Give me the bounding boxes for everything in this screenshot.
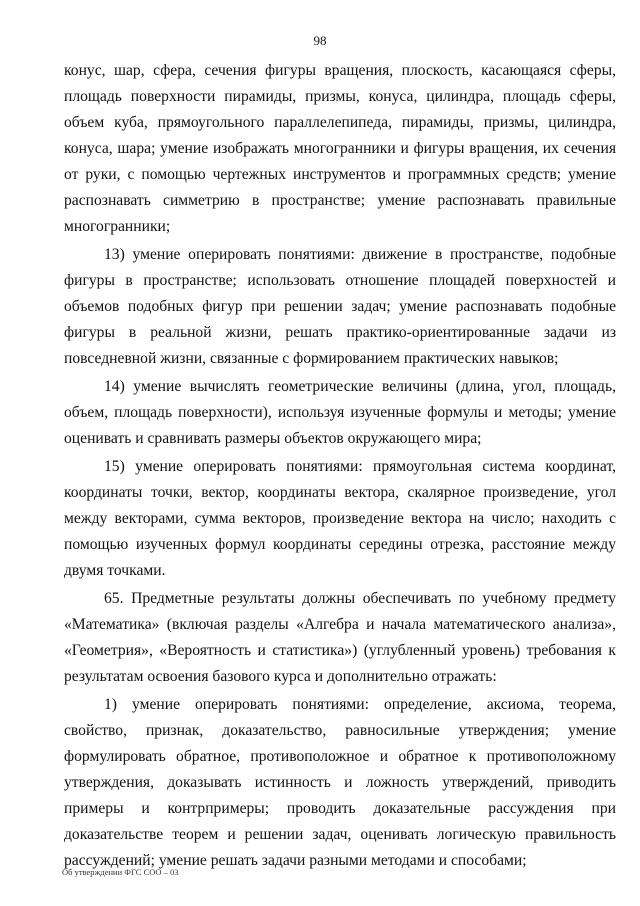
paragraph-item-13: 13) умение оперировать понятиями: движение в пространстве, подобные фигуры в пространстве; использовать отношение площадей поверхностей и объемов подобных фигур при решении задач; умение распознавать подобные фигуры в реальной жизни, решать практико-ориентированные задачи из повседневной жизни, связанные с формированием практических навыков;: [64, 246, 616, 367]
paragraph-item-15: 15) умение оперировать понятиями: прямоугольная система координат, координаты точки, вектор, координаты вектора, скалярное произведение, угол между векторами, сумма векторов, произведение вектора на число; находить с помощью изученных формул координаты середины отрезка, расстояние между двумя точками.: [64, 458, 616, 579]
page-footer: Об утверждении ФГС СОО – 03: [62, 867, 179, 877]
paragraph-item-14: 14) умение вычислять геометрические величины (длина, угол, площадь, объем, площадь поверхности), используя изученные формулы и методы; умение оценивать и сравнивать размеры объектов окружающего мира;: [64, 378, 616, 447]
page-number: 98: [313, 33, 327, 48]
document-body: [64, 58, 616, 874]
paragraph-continuation: конус, шар, сфера, сечения фигуры вращения, плоскость, касающаяся сферы, площадь поверхности пирамиды, призмы, конуса, цилиндра, площадь сферы, объем куба, прямоугольного параллелепипеда, пирамиды, призмы, цилиндра, конуса, шара; умение изображать многогранники и фигуры вращения, их сечения от руки, с помощью чертежных инструментов и программных средств; умение распознавать симметрию в пространстве; умение распознавать правильные многогранники;: [64, 62, 616, 235]
paragraph-item-1: 1) умение оперировать понятиями: определение, аксиома, теорема, свойство, признак, доказательство, равносильные утверждения; умение формулировать обратное, противоположное и обратное к противоположному утверждения, доказывать истинность и ложность утверждений, приводить примеры и контрпримеры; проводить доказательные рассуждения при доказательстве теорем и решении задач, оценивать логическую правильность рассуждений; умение решать задачи разными методами и способами;: [64, 696, 616, 869]
paragraph-section-65: 65. Предметные результаты должны обеспечивать по учебному предмету «Математика» (включая разделы «Алгебра и начала математического анализа», «Геометрия», «Вероятность и статистика») (углубленный уровень) требования к результатам освоения базового курса и дополнительно отражать:: [64, 590, 616, 685]
